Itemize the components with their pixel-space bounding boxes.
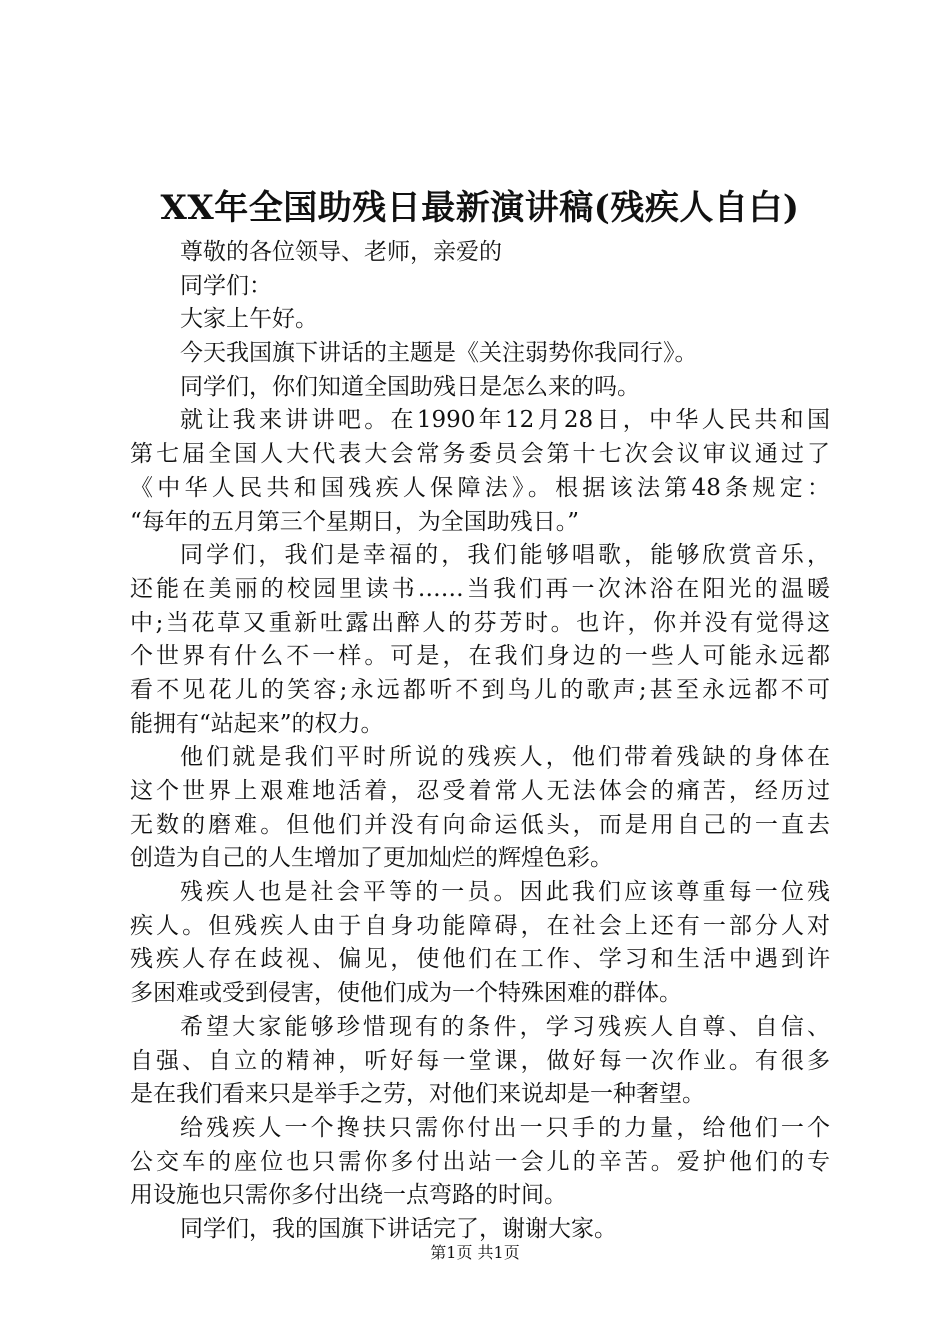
body-line: 今天我国旗下讲话的主题是《关注弱势你我同行》。 [180, 340, 698, 367]
body-line: 同学们，我们是幸福的，我们能够唱歌，能够欣赏音乐， [180, 542, 830, 569]
body-line: 大家上午好。 [180, 306, 318, 333]
body-line: 第七届全国人大代表大会常务委员会第十七次会议审议通过了 [130, 441, 830, 468]
body-line: 无数的磨难。但他们并没有向命运低头，而是用自己的一直去 [130, 811, 830, 838]
body-line: 个世界有什么不一样。可是，在我们身边的一些人可能永远都 [130, 643, 830, 670]
body-line: 中;当花草又重新吐露出醉人的芬芳时。也许，你并没有觉得这 [130, 609, 830, 636]
body-line: 给残疾人一个搀扶只需你付出一只手的力量，给他们一个 [180, 1114, 830, 1141]
body-line: 用设施也只需你多付出绕一点弯路的时间。 [130, 1182, 567, 1209]
body-line: 希望大家能够珍惜现有的条件，学习残疾人自尊、自信、 [180, 1013, 830, 1040]
body-line: 创造为自己的人生增加了更加灿烂的辉煌色彩。 [130, 845, 613, 872]
body-line: 同学们，你们知道全国助残日是怎么来的吗。 [180, 373, 640, 400]
body-line: 《中华人民共和国残疾人保障法》。根据该法第48条规定： [130, 474, 830, 501]
body-line: 他们就是我们平时所说的残疾人，他们带着残缺的身体在 [180, 744, 830, 771]
body-line: 同学们： [180, 272, 272, 299]
body-line: 残疾人也是社会平等的一员。因此我们应该尊重每一位残 [180, 879, 830, 906]
body-line: 还能在美丽的校园里读书……当我们再一次沐浴在阳光的温暖 [130, 575, 830, 602]
body-line: 多困难或受到侵害，使他们成为一个特殊困难的群体。 [130, 980, 682, 1007]
body-line: 残疾人存在歧视、偏见，使他们在工作、学习和生活中遇到许 [130, 946, 830, 973]
body-line: 看不见花儿的笑容;永远都听不到鸟儿的歌声;甚至永远都不可 [130, 676, 830, 703]
body-line: 能拥有“站起来”的权力。 [130, 710, 384, 737]
body-line: 疾人。但残疾人由于自身功能障碍，在社会上还有一部分人对 [130, 912, 830, 939]
body-line: 尊敬的各位领导、老师，亲爱的 [180, 239, 502, 265]
body-line: 是在我们看来只是举手之劳，对他们来说却是一种奢望。 [130, 1081, 705, 1108]
document-body [130, 236, 830, 1247]
body-line: “每年的五月第三个星期日，为全国助残日。” [130, 508, 580, 535]
page-footer: 第1页 共1页 [430, 1243, 520, 1262]
body-line: 自强、自立的精神，听好每一堂课，做好每一次作业。有很多 [130, 1047, 830, 1074]
body-line: 同学们，我的国旗下讲话完了，谢谢大家。 [180, 1215, 617, 1242]
body-line: 这个世界上艰难地活着，忍受着常人无法体会的痛苦，经历过 [130, 778, 830, 804]
document-title: XX年全国助残日最新演讲稿(残疾人自白) [160, 188, 800, 228]
body-line: 公交车的座位也只需你多付出站一会儿的辛苦。爱护他们的专 [130, 1148, 830, 1175]
body-line: 就让我来讲讲吧。在1990年12月28日，中华人民共和国 [180, 407, 830, 434]
